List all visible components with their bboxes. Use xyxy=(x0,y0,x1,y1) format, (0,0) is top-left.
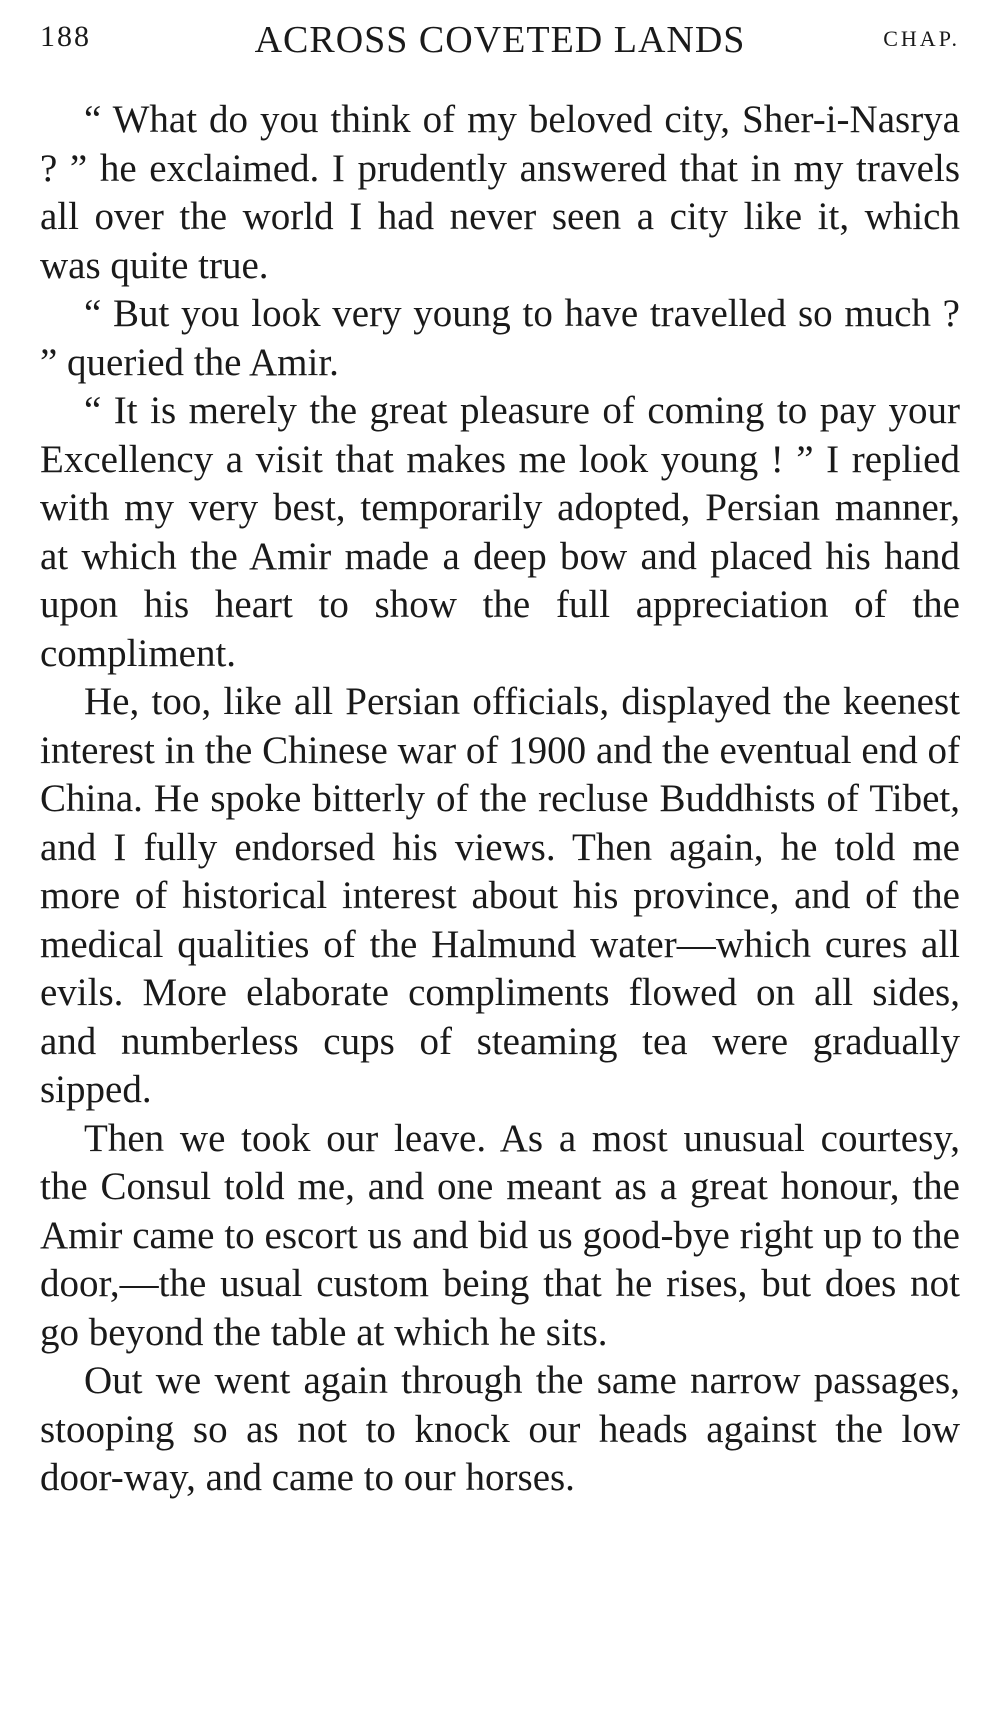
paragraph: “ It is merely the great pleasure of coming to pay your Excellency a visit that makes me look young ! ” I replied with my very best, temporarily adopted, Persian manner, at which the Amir made a deep bow and placed his hand upon his heart to show the full appreciation of the compliment. xyxy=(40,389,960,675)
running-title: ACROSS COVETED LANDS xyxy=(254,19,746,61)
paragraph: “ What do you think of my beloved city, Sher-i-Nasrya ? ” he exclaimed. I prudently answered that in my travels all over the world I had never seen a city like it, which was quite true. xyxy=(40,98,960,287)
chapter-mark: CHAP. xyxy=(883,26,960,51)
page-number: 188 xyxy=(40,20,91,53)
page-header xyxy=(40,12,960,62)
paragraph: Then we took our leave. As a most unusual courtesy, the Consul told me, and one meant as a great honour, the Amir came to escort us and bid us good-bye right up to the door,—the usual custom being that he rises, but does not go beyond the table at which he sits. xyxy=(40,1116,960,1354)
paragraph: “ But you look very young to have travelled so much ? ” queried the Amir. xyxy=(40,292,960,384)
paragraph: He, too, like all Persian officials, displayed the keenest interest in the Chinese war of 1900 and the eventual end of China. He spoke bitterly of the recluse Buddhists of Tibet, and I fully endorsed his views. Then again, he told me more of historical interest about his province, and of the medical qualities of the Halmund water—which cures all evils. More elaborate compliments flowed on all sides, and numberless cups of steaming tea were gradually sipped. xyxy=(40,680,960,1111)
paragraph: Out we went again through the same narrow passages, stooping so as not to knock our heads against the low door-way, and came to our horses. xyxy=(40,1359,960,1499)
body-text xyxy=(40,96,960,1503)
